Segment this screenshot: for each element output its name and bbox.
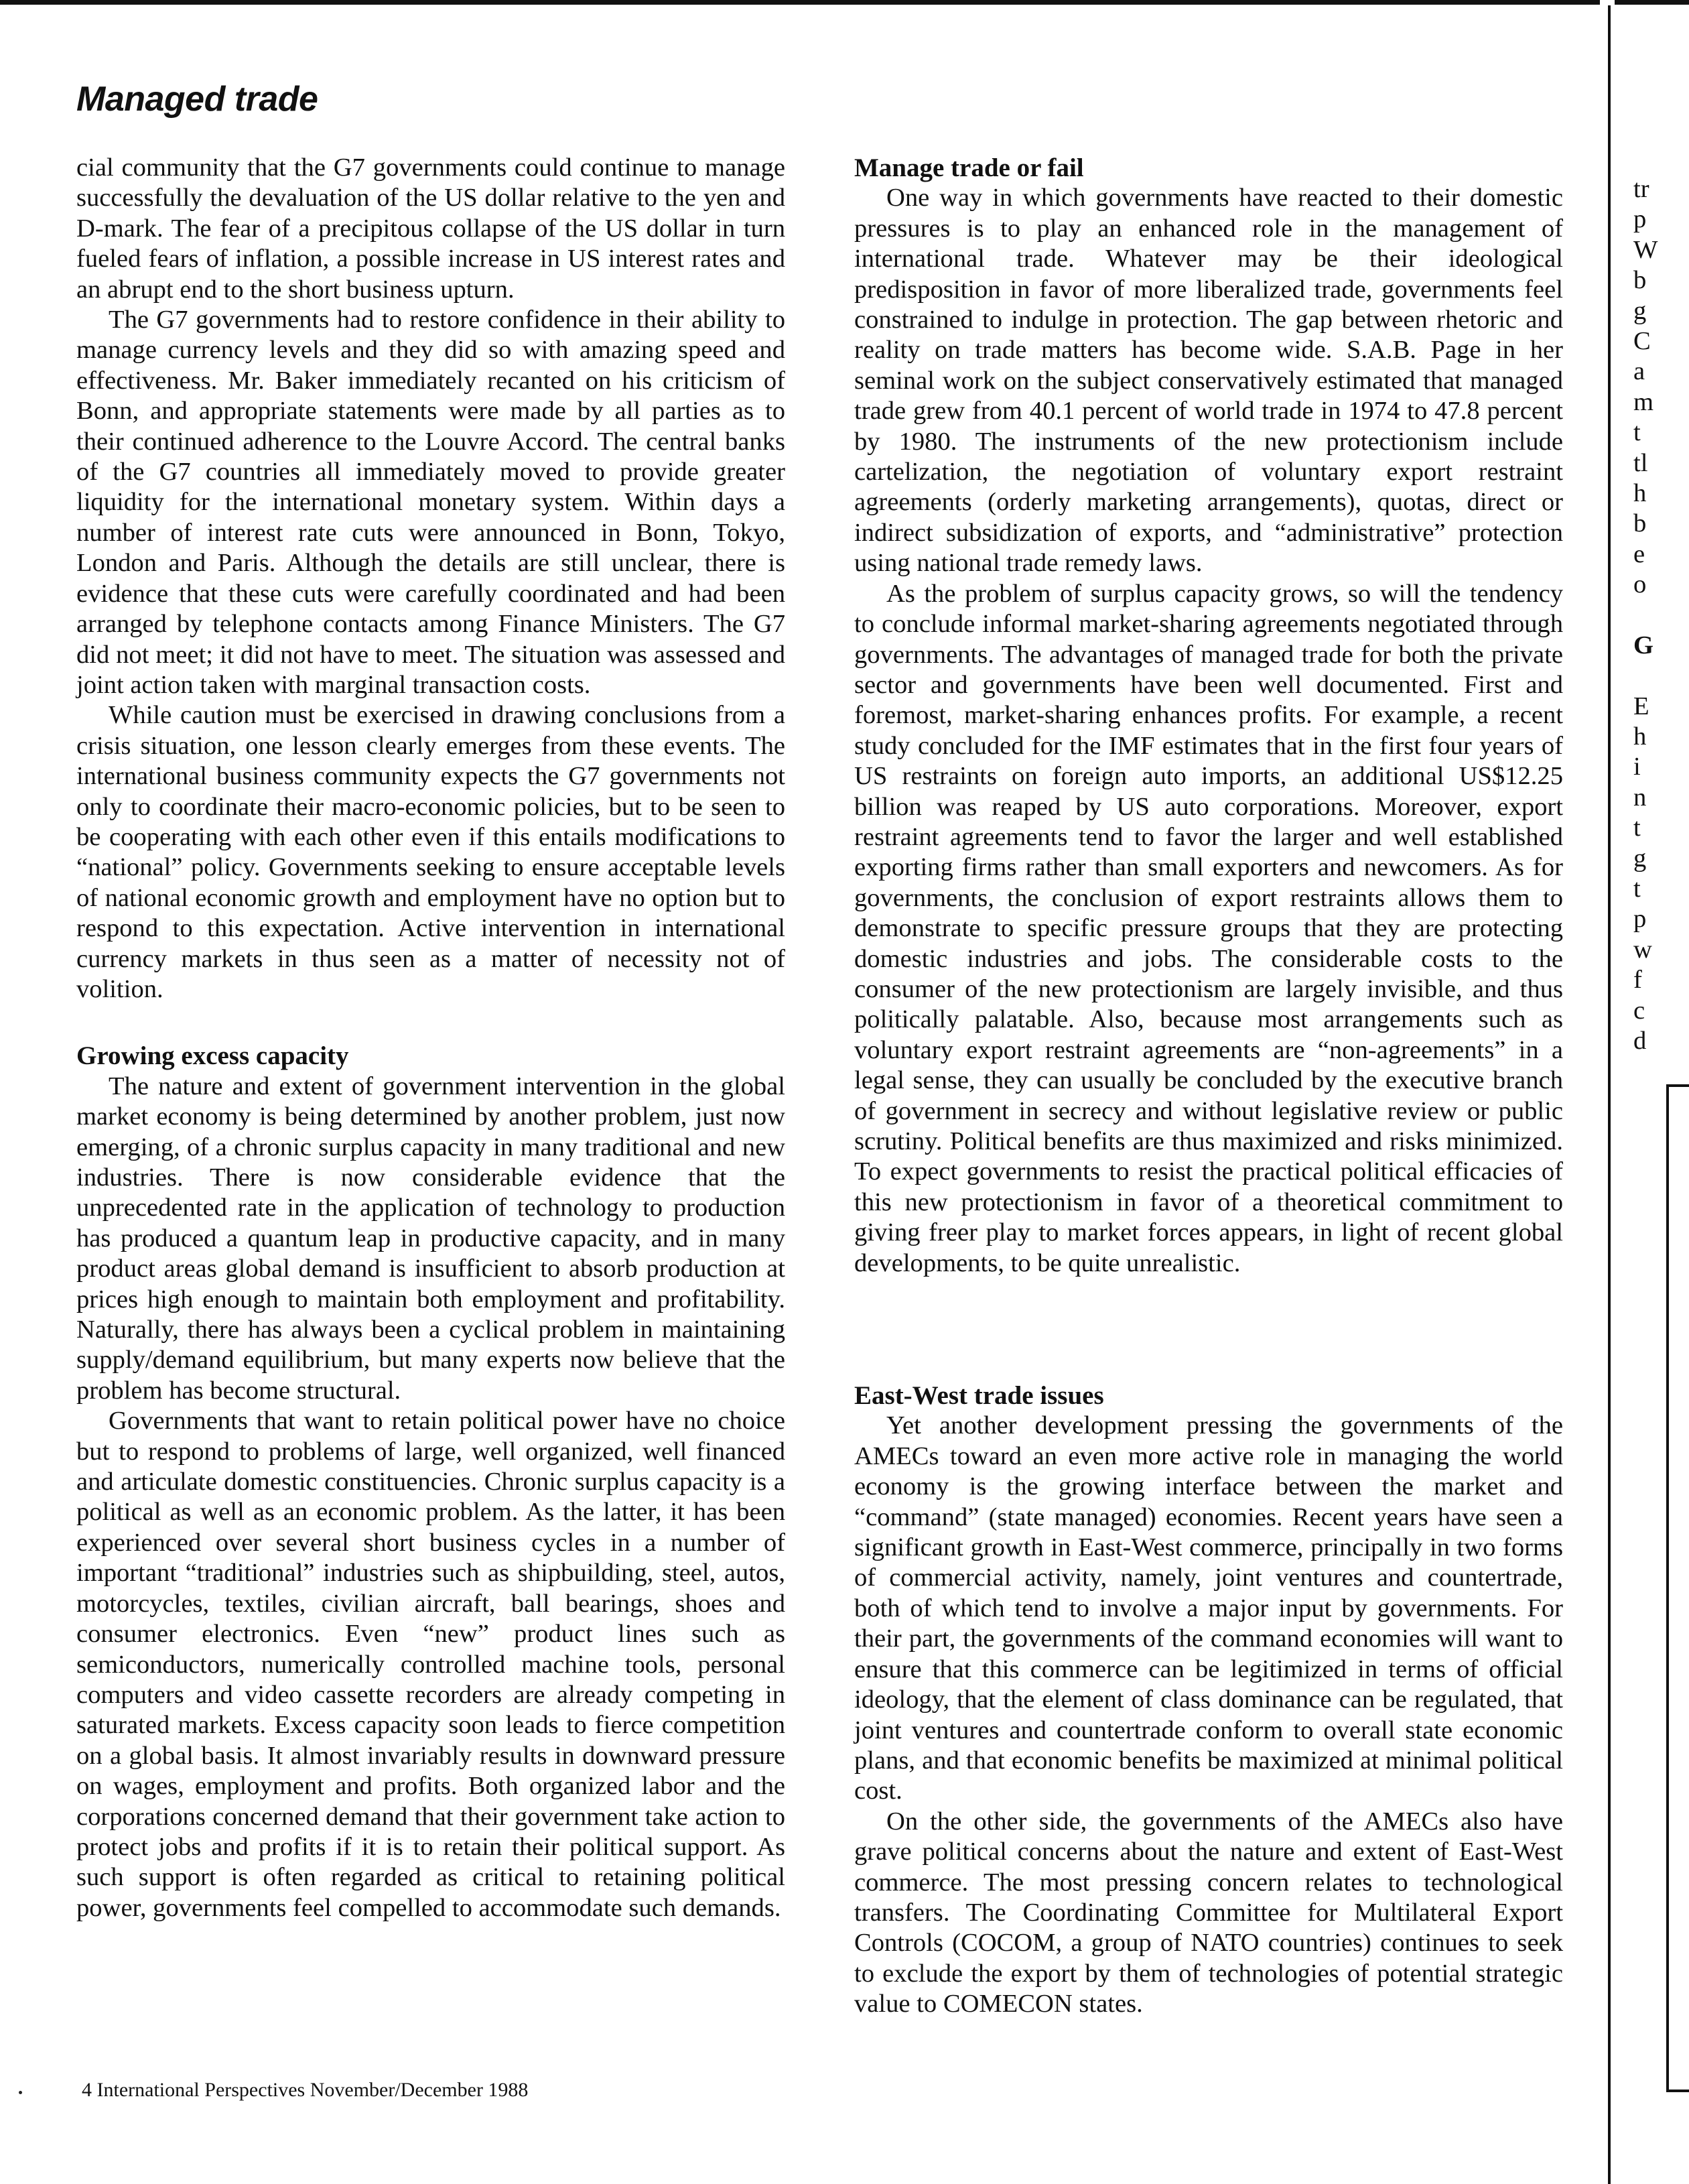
paragraph: While caution must be exercised in drawing conclusions from a crisis situation, one lesson clearly emerges from these events. The international business community expects the G7 governments not only to coordinate their macro-economic policies, but to be seen to be cooperating with each other even if this entails modifications to “national” policy. Governments seeking to ensure acceptable levels of national economic growth and employment have no option but to respond to this expectation. Active intervention in international currency markets in thus seen as a matter of necessity not of volition. [76, 701, 785, 1003]
margin-dot [19, 2091, 22, 2094]
line-fragment: w [1633, 935, 1652, 964]
line-fragment: f [1633, 966, 1642, 994]
section-heading: Growing excess capacity [76, 1041, 349, 1071]
line-fragment: E [1633, 692, 1649, 720]
paragraph: Yet another development pressing the governments of the AMECs toward an even more active role in managing the world economy is the growing interface between the market and “command” (state managed) economies. Recent years have seen a significant growth in East-West commerce, principally in two forms of commercial activity, namely, joint ventures and countertrade, both of which tend to involve a major input by governments. For their part, the governments of the command economies will want to ensure that this commerce can be legitimized in terms of official ideology, that the element of class dominance can be regulated, that joint ventures and countertrade conform to overall state economic plans, and that economic benefits be maximized at minimal political cost. [854, 1411, 1563, 1805]
line-fragment: t [1633, 874, 1641, 903]
page-footer-folio: 4 International Perspectives November/December 1988 [82, 2079, 529, 2101]
fragment-group [1633, 174, 1689, 600]
line-fragment: b [1633, 266, 1647, 295]
line-fragment: n [1633, 783, 1647, 812]
right-column [854, 153, 1563, 2020]
line-fragment: C [1633, 326, 1651, 355]
line-fragment: p [1633, 205, 1647, 234]
line-fragment: o [1633, 570, 1647, 599]
line-fragment: W [1633, 235, 1658, 264]
section-gap [854, 1279, 1563, 1380]
paragraph: Governments that want to retain political power have no choice but to respond to problems of large, well organized, well financed and articulate domestic constituencies. Chronic surplus capacity is a political as well as an economic problem. As the latter, it has been experienced over several short business cycles in a number of important “traditional” industries such as shipbuilding, steel, autos, motorcycles, textiles, civilian aircraft, ball bearings, shoes and consumer electronics. Even “new” product lines such as semiconductors, numerically controlled machine tools, personal computers and video cassette recorders are already competing in saturated markets. Excess capacity soon leads to fierce competition on a global basis. It almost invariably results in downward pressure on wages, employment and profits. Both organized labor and the corporations concerned demand that their government take action to protect jobs and profits if it is to retain their political support. As such support is often regarded as critical to retaining political power, governments feel compelled to accommodate such demands. [76, 1407, 785, 1922]
fragment-heading: G [1633, 631, 1654, 659]
line-fragment: p [1633, 905, 1647, 934]
line-fragment: d [1633, 1026, 1647, 1055]
line-fragment: c [1633, 996, 1645, 1025]
line-fragment: t [1633, 814, 1641, 842]
left-column [76, 153, 785, 1923]
line-fragment: t [1633, 418, 1641, 447]
paragraph: On the other side, the governments of the AMECs also have grave political concerns about the nature and extent of East-West commerce. The most pressing concern relates to technological transfers. The Coordinating Committee for Multilateral Export Controls (COCOM, a group of NATO countries) continues to seek to exclude the export by them of technologies of potential strategic value to COMECON states. [854, 1807, 1563, 2018]
top-rule [0, 0, 1689, 5]
line-fragment: i [1633, 753, 1641, 781]
sidebar-box-frame [1666, 1084, 1689, 2092]
top-rule-gap [1600, 0, 1615, 5]
paragraph: As the problem of surplus capacity grows, so will the tendency to conclude informal market-sharing agreements negotiated through governments. The advantages of managed trade for both the private sector and governments have been well documented. First and foremost, market-sharing enhances profits. For example, a recent study concluded for the IMF estimates that in the first four years of US restraints on foreign auto imports, an additional US$12.25 billion was reaped by US auto corporations. Moreover, export restraint agreements tend to favor the larger and well established exporting firms rather than small exporters and newcomers. As for governments, the conclusion of export restraints allows them to demonstrate to specific pressure groups that they are protecting domestic industries and jobs. The considerable costs to the consumer of the new protectionism are largely invisible, and thus politically palatable. Also, because most arrangements such as voluntary export restraint agreements are “non-agreements” in a legal sense, they can usually be concluded by the executive branch of government in secrecy and without legislative review or public scrutiny. Political benefits are thus maximized and risks minimized. To expect governments to resist the practical political efficacies of this new protectionism in favor of a theoretical commitment to giving freer play to market forces appears, in light of recent global developments, to be quite unrealistic. [854, 579, 1563, 1277]
section-heading: Manage trade or fail [854, 153, 1084, 182]
section-heading: East-West trade issues [854, 1381, 1104, 1411]
line-fragment: b [1633, 509, 1647, 538]
line-fragment: h [1633, 722, 1647, 751]
line-fragment: g [1633, 844, 1647, 873]
line-fragment: tr [1633, 175, 1649, 203]
paragraph: cial community that the G7 governments could continue to manage successfully the devaluation of the US dollar relative to the yen and D-mark. The fear of a precipitous collapse of the US dollar in turn fueled fears of inflation, a possible increase in US interest rates and an abrupt end to the short business upturn. [76, 153, 785, 304]
fragment-group [1633, 692, 1689, 1057]
paragraph: The G7 governments had to restore confidence in their ability to manage currency levels and they did so with amazing speed and effectiveness. Mr. Baker immediately recanted on his criticism of Bonn, and appropriate statements were made by all parties as to their continued adherence to the Louvre Accord. The central banks of the G7 countries all immediately moved to provide greater liquidity for the international monetary system. Within days a number of interest rate cuts were announced in Bonn, Tokyo, London and Paris. Although the details are still unclear, there is evidence that these cuts were carefully coordinated and had been arranged by telephone contacts among Finance Ministers. The G7 did not meet; it did not have to meet. The situation was assessed and joint action taken with marginal transaction costs. [76, 306, 785, 699]
page-gutter-rule [1608, 5, 1611, 2184]
next-page-column-fragment [1633, 174, 1689, 1056]
line-fragment: h [1633, 478, 1647, 507]
line-fragment: e [1633, 539, 1645, 568]
line-fragment: m [1633, 387, 1654, 416]
paragraph: One way in which governments have reacted to their domestic pressures is to play an enhanced role in the management of international trade. Whatever may be their ideological predisposition in favor of more liberalized trade, governments feel constrained to indulge in protection. The gap between rhetoric and reality on trade matters has become wide. S.A.B. Page in her seminal work on the subject conservatively estimated that managed trade grew from 40.1 percent of world trade in 1974 to 47.8 percent by 1980. The instruments of the new protectionism include cartelization, the negotiation of voluntary export restraint agreements (orderly marketing arrangements), quotas, direct or indirect subsidization of exports, and “administrative” protection using national trade remedy laws. [854, 184, 1563, 578]
line-fragment: tl [1633, 448, 1648, 477]
paragraph: The nature and extent of government intervention in the global market economy is being determined by another problem, just now emerging, of a chronic surplus capacity in many traditional and new industries. There is now considerable evidence that the unprecedented rate in the application of technology to production has produced a quantum leap in productive capacity, and in many product areas global demand is insufficient to absorb production at prices high enough to maintain both employment and profitability. Naturally, there has always been a cyclical problem in maintaining supply/demand equilibrium, but many experts now believe that the problem has become structural. [76, 1072, 785, 1405]
section-gap [76, 1005, 785, 1041]
line-fragment: a [1633, 357, 1645, 386]
running-head: Managed trade [76, 80, 318, 119]
line-fragment: g [1633, 296, 1647, 325]
